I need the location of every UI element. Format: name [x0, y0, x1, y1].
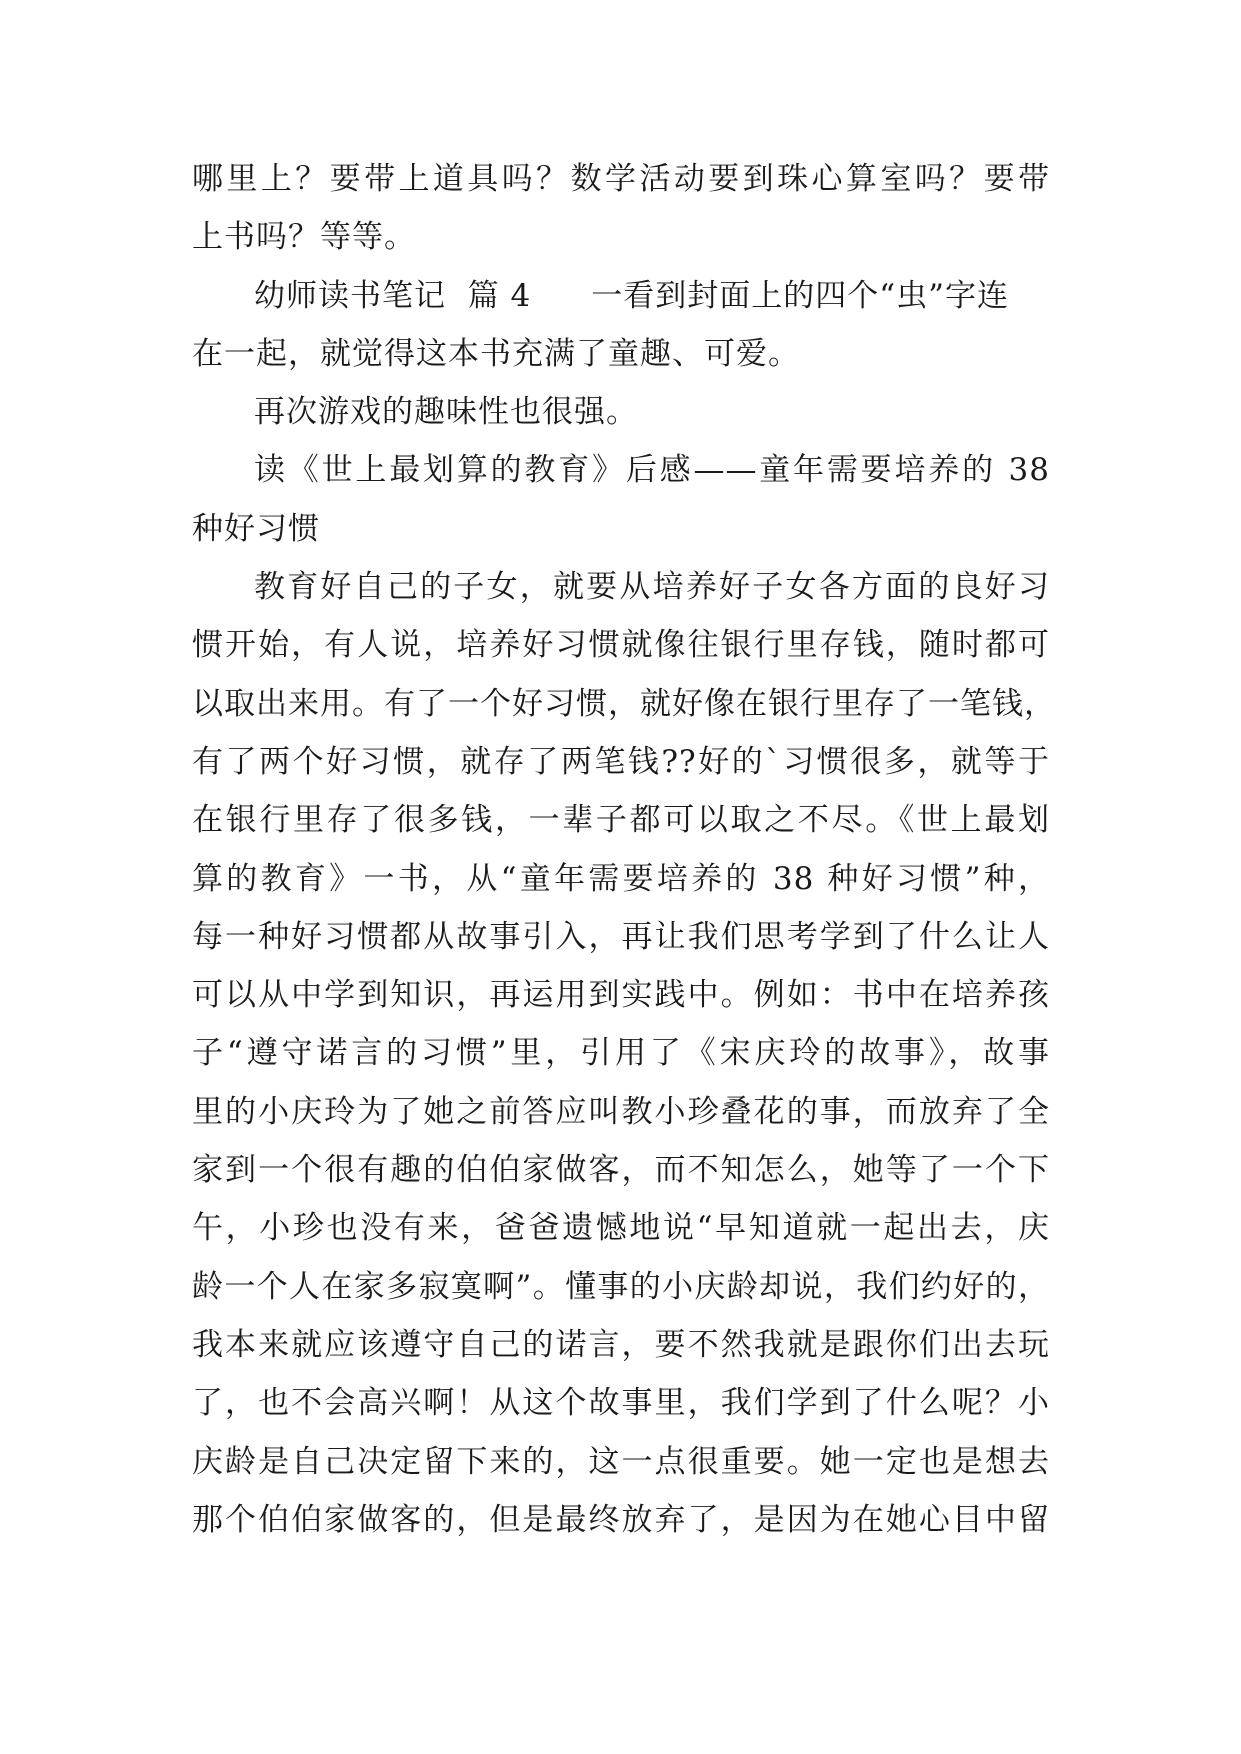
text-line: 再次游戏的趣味性也很强。 — [254, 394, 638, 431]
text-fragment: 一看到封面上的四个“虫”字连 — [591, 277, 1009, 314]
text-line: 在一起，就觉得这本书充满了童趣、可爱。 — [192, 335, 800, 372]
document-page — [192, 150, 1056, 1549]
text-line: 午，小珍也没有来，爸爸遗憾地说“早知道就一起出去，庆 — [192, 1210, 1050, 1247]
text-line — [192, 267, 1050, 325]
text-line: 里的小庆玲为了她之前答应叫教小珍叠花的事，而放弃了全 — [192, 1093, 1050, 1130]
article-title-line: 读《世上最划算的教育》后感——童年需要培养的 38 — [254, 452, 1050, 489]
text-line: 了，也不会高兴啊！从这个故事里，我们学到了什么呢？小 — [192, 1385, 1050, 1422]
text-line: 我本来就应该遵守自己的诺言，要不然我就是跟你们出去玩 — [192, 1326, 1050, 1363]
section-heading: 幼师读书笔记 篇 4 — [254, 277, 532, 314]
article-title-line: 种好习惯 — [192, 510, 320, 547]
text-line: 在银行里存了很多钱，一辈子都可以取之不尽。《世上最划 — [192, 802, 1050, 839]
text-line: 算的教育》一书，从“童年需要培养的 38 种好习惯”种， — [192, 860, 1050, 897]
text-line: 哪里上？要带上道具吗？数学活动要到珠心算室吗？要带 — [192, 161, 1050, 197]
text-line: 惯开始，有人说，培养好习惯就像往银行里存钱，随时都可 — [192, 627, 1050, 664]
text-line: 家到一个很有趣的伯伯家做客，而不知怎么，她等了一个下 — [192, 1152, 1050, 1189]
text-line: 有了两个好习惯，就存了两笔钱??好的`习惯很多，就等于 — [192, 743, 1050, 780]
text-line: 庆龄是自己决定留下来的，这一点很重要。她一定也是想去 — [192, 1443, 1050, 1480]
text-line: 子“遵守诺言的习惯”里，引用了《宋庆玲的故事》，故事 — [192, 1035, 1050, 1072]
text-line: 每一种好习惯都从故事引入，再让我们思考学到了什么让人 — [192, 918, 1050, 955]
text-line: 上书吗？等等。 — [192, 219, 416, 256]
text-line: 以取出来用。有了一个好习惯，就好像在银行里存了一笔钱， — [192, 685, 1056, 722]
text-line: 那个伯伯家做客的，但是最终放弃了，是因为在她心目中留 — [192, 1501, 1050, 1538]
text-line: 可以从中学到知识，再运用到实践中。例如：书中在培养孩 — [192, 977, 1050, 1014]
text-line: 龄一个人在家多寂寞啊”。懂事的小庆龄却说，我们约好的， — [192, 1268, 1050, 1305]
text-line: 教育好自己的子女，就要从培养好子女各方面的良好习 — [254, 569, 1050, 606]
